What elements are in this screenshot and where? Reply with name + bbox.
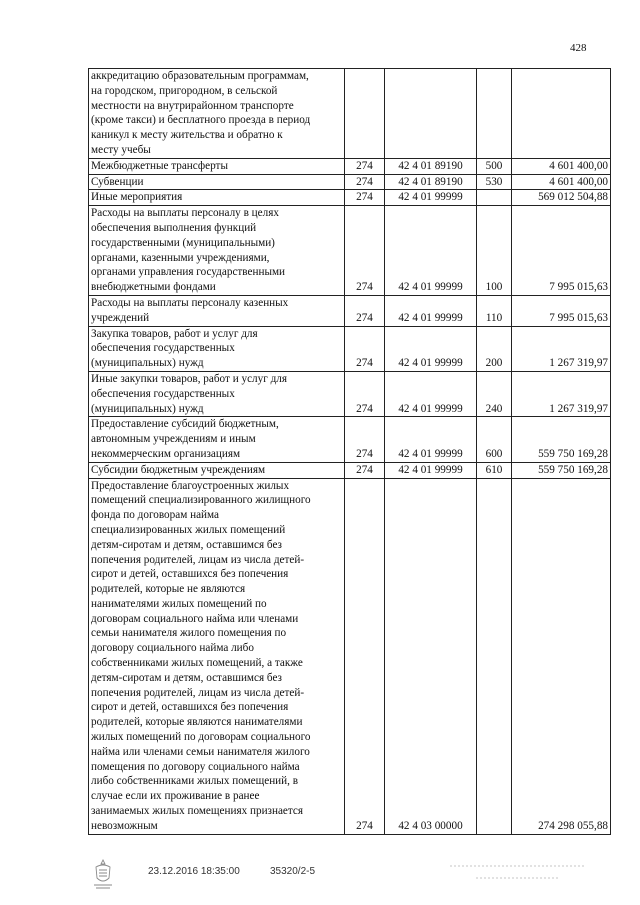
row-sum: 569 012 504,88	[512, 190, 611, 206]
row-name: Иные мероприятия	[89, 190, 345, 206]
row-sum: 4 601 400,00	[512, 174, 611, 190]
row-vr: 530	[477, 174, 512, 190]
row-sum: 559 750 169,28	[512, 462, 611, 478]
row-vr	[477, 69, 512, 159]
row-name: Предоставление субсидий бюджетным, автономным учреждениям и иным некоммерческим организациям	[89, 417, 345, 462]
row-csr: 42 4 01 99999	[385, 417, 477, 462]
row-csr: 42 4 01 89190	[385, 174, 477, 190]
row-name: Субсидии бюджетным учреждениям	[89, 462, 345, 478]
table-row	[89, 206, 611, 296]
row-ved: 274	[345, 478, 385, 834]
row-sum: 7 995 015,63	[512, 295, 611, 326]
row-sum: 559 750 169,28	[512, 417, 611, 462]
table-row	[89, 295, 611, 326]
footer-datetime: 23.12.2016 18:35:00	[148, 866, 240, 877]
row-ved: 274	[345, 326, 385, 371]
row-name: Расходы на выплаты персоналу казенных учреждений	[89, 295, 345, 326]
row-csr: 42 4 01 89190	[385, 158, 477, 174]
row-ved	[345, 69, 385, 159]
row-ved: 274	[345, 295, 385, 326]
row-ved: 274	[345, 206, 385, 296]
page-number: 428	[570, 42, 587, 54]
row-name: Субвенции	[89, 174, 345, 190]
row-vr: 610	[477, 462, 512, 478]
table-row	[89, 371, 611, 416]
row-vr: 100	[477, 206, 512, 296]
department-stamp	[448, 858, 588, 886]
coat-of-arms-icon	[90, 858, 116, 890]
row-csr: 42 4 03 00000	[385, 478, 477, 834]
row-vr	[477, 190, 512, 206]
row-csr: 42 4 01 99999	[385, 371, 477, 416]
row-ved: 274	[345, 190, 385, 206]
row-csr: 42 4 01 99999	[385, 462, 477, 478]
row-name: Иные закупки товаров, работ и услуг для обеспечения государственных (муниципальных) нужд	[89, 371, 345, 416]
row-vr: 600	[477, 417, 512, 462]
row-csr: 42 4 01 99999	[385, 206, 477, 296]
footer-doc-code: 35320/2-5	[270, 866, 316, 877]
table-row	[89, 417, 611, 462]
row-ved: 274	[345, 158, 385, 174]
table-row	[89, 174, 611, 190]
row-sum: 4 601 400,00	[512, 158, 611, 174]
row-ved: 274	[345, 417, 385, 462]
budget-table	[88, 68, 611, 835]
table-row	[89, 69, 611, 159]
table-row	[89, 158, 611, 174]
row-csr: 42 4 01 99999	[385, 190, 477, 206]
row-sum: 1 267 319,97	[512, 326, 611, 371]
row-vr	[477, 478, 512, 834]
row-csr: 42 4 01 99999	[385, 326, 477, 371]
table-row	[89, 326, 611, 371]
row-name: Межбюджетные трансферты	[89, 158, 345, 174]
table-row	[89, 462, 611, 478]
row-sum	[512, 69, 611, 159]
row-name: аккредитацию образовательным программам, на городском, пригородном, в сельской местности на внутрирайонном транспорте (кроме такси) и бесплатного проезда в период каникул к месту жительства и обратно к месту учебы	[89, 69, 345, 159]
table-row	[89, 190, 611, 206]
row-name: Закупка товаров, работ и услуг для обеспечения государственных (муниципальных) нужд	[89, 326, 345, 371]
row-sum: 7 995 015,63	[512, 206, 611, 296]
row-vr: 240	[477, 371, 512, 416]
row-ved: 274	[345, 371, 385, 416]
row-sum: 274 298 055,88	[512, 478, 611, 834]
row-vr: 110	[477, 295, 512, 326]
row-csr	[385, 69, 477, 159]
row-csr: 42 4 01 99999	[385, 295, 477, 326]
row-name: Предоставление благоустроенных жилых помещений специализированного жилищного фонда по договорам найма специализированных жилых помещений детям-сиротам и детям, оставшимся без попечения родителей, лицам из числа детей- сирот и детей, оставшихся без попечения родителей, которые не являются нанимателями жилых помещений по договорам социального найма или членами семьи нанимателя жилого помещения по договору социального найма либо собственниками жилых помещений, а также детям-сиротам и детям, оставшимся без попечения родителей, лицам из числа детей- сирот и детей, оставшихся без попечения родителей, которые являются нанимателями жилых помещений по договорам социального найма или членами семьи нанимателя жилого помещения по договору социального найма либо собственниками жилых помещений, в случае если их проживание в ранее занимаемых жилых помещениях признается невозможным	[89, 478, 345, 834]
row-name: Расходы на выплаты персоналу в целях обеспечения выполнения функций государственными (муниципальными) органами, казенными учреждениями, органами управления государственными внебюджетными фондами	[89, 206, 345, 296]
row-vr: 200	[477, 326, 512, 371]
row-vr: 500	[477, 158, 512, 174]
row-ved: 274	[345, 174, 385, 190]
table-row	[89, 478, 611, 834]
row-ved: 274	[345, 462, 385, 478]
row-sum: 1 267 319,97	[512, 371, 611, 416]
